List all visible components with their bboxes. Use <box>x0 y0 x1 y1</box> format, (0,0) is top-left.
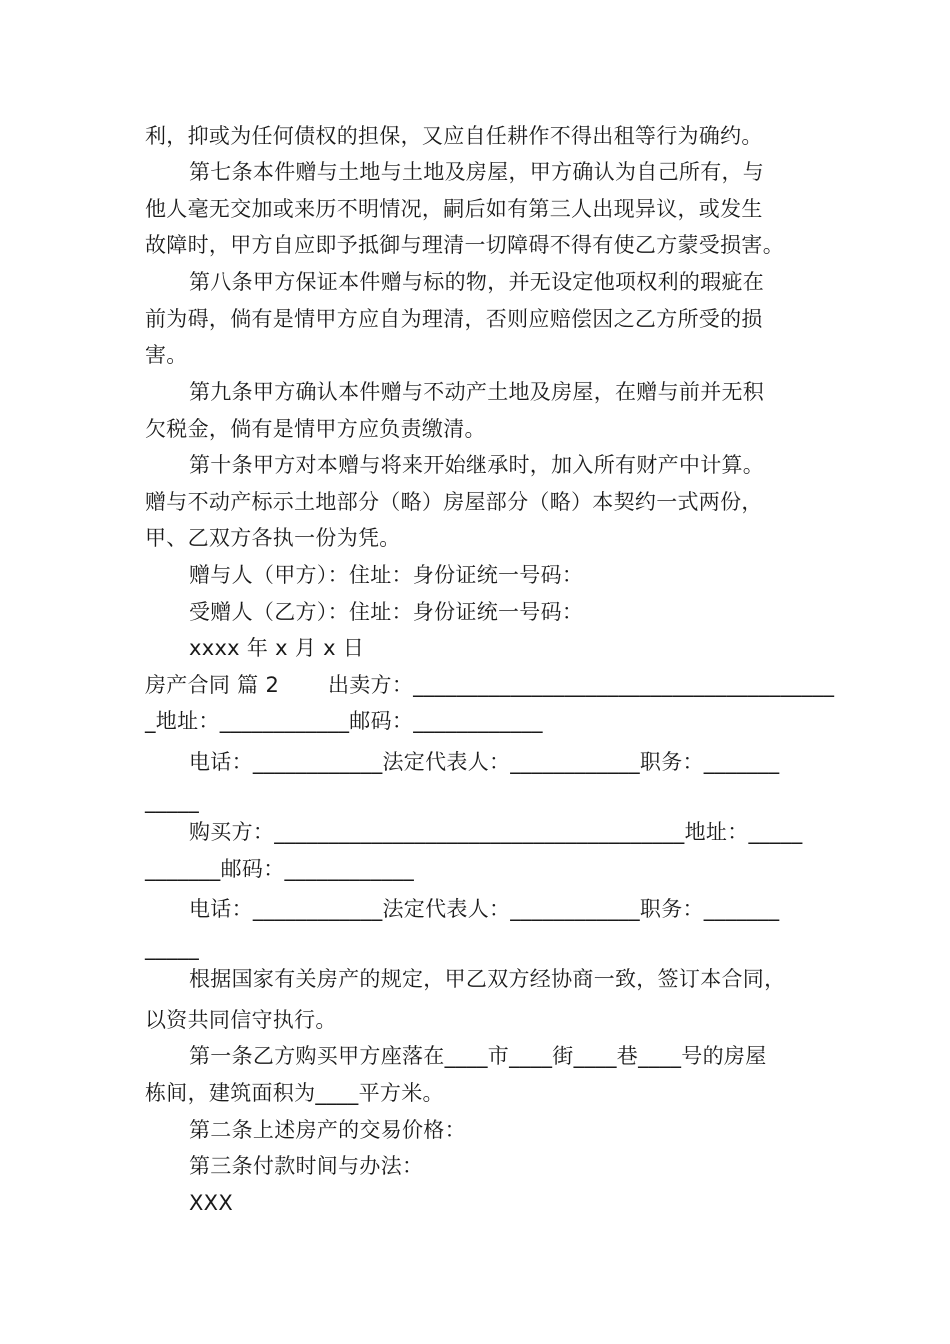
paragraph-line: 以资共同信守执行。 <box>145 1008 337 1032</box>
date-line: xxxx 年 x 月 x 日 <box>189 636 365 660</box>
form-line: _______邮码：____________ <box>145 857 415 881</box>
paragraph-line: 害。 <box>145 343 188 367</box>
section-heading-line: 房产合同 篇 2 出卖方：_______________________________________ <box>145 673 835 697</box>
paragraph-line: 第三条付款时间与办法： <box>189 1154 424 1178</box>
paragraph-line: 栋间，建筑面积为____平方米。 <box>145 1081 444 1105</box>
paragraph-line: 第二条上述房产的交易价格： <box>189 1118 466 1142</box>
paragraph-line: 甲、乙双方各执一份为凭。 <box>145 526 401 550</box>
paragraph-line: 他人毫无交加或来历不明情况，嗣后如有第三人出现异议，或发生 <box>145 197 763 221</box>
form-line: 电话：____________法定代表人：____________职务：_______ <box>189 750 780 774</box>
paragraph-line: 第十条甲方对本赠与将来开始继承时，加入所有财产中计算。 <box>189 453 765 477</box>
paragraph-line: 前为碍，倘有是情甲方应自为理清，否则应赔偿因之乙方所受的损 <box>145 307 763 331</box>
paragraph-line: 利，抑或为任何债权的担保，又应自任耕作不得出租等行为确约。 <box>145 124 763 148</box>
paragraph-line: 赠与不动产标示土地部分（略）房屋部分（略）本契约一式两份， <box>145 490 763 514</box>
form-line: _____ <box>145 789 199 813</box>
form-line: 电话：____________法定代表人：____________职务：_______ <box>189 897 780 921</box>
paragraph-line: 第七条本件赠与土地与土地及房屋，甲方确认为自己所有，与 <box>189 160 765 184</box>
signature-line-donee: 受赠人（乙方）：住址：身份证统一号码： <box>189 600 584 624</box>
form-line: _____ <box>145 936 199 960</box>
paragraph-line: XXX <box>189 1191 234 1215</box>
signature-line-donor: 赠与人（甲方）：住址：身份证统一号码： <box>189 563 584 587</box>
form-line: _地址：____________邮码：____________ <box>145 709 543 733</box>
paragraph-line: 第一条乙方购买甲方座落在____市____街____巷____号的房屋 <box>189 1044 767 1068</box>
paragraph-line: 第八条甲方保证本件赠与标的物，并无设定他项权利的瑕疵在 <box>189 270 765 294</box>
paragraph-line: 根据国家有关房产的规定，甲乙双方经协商一致，签订本合同， <box>189 967 786 991</box>
form-line: 购买方：______________________________________地址：_____ <box>189 820 803 844</box>
paragraph-line: 第九条甲方确认本件赠与不动产土地及房屋，在赠与前并无积 <box>189 380 765 404</box>
paragraph-line: 故障时，甲方自应即予抵御与理清一切障碍不得有使乙方蒙受损害。 <box>145 233 784 257</box>
paragraph-line: 欠税金，倘有是情甲方应负责缴清。 <box>145 417 486 441</box>
